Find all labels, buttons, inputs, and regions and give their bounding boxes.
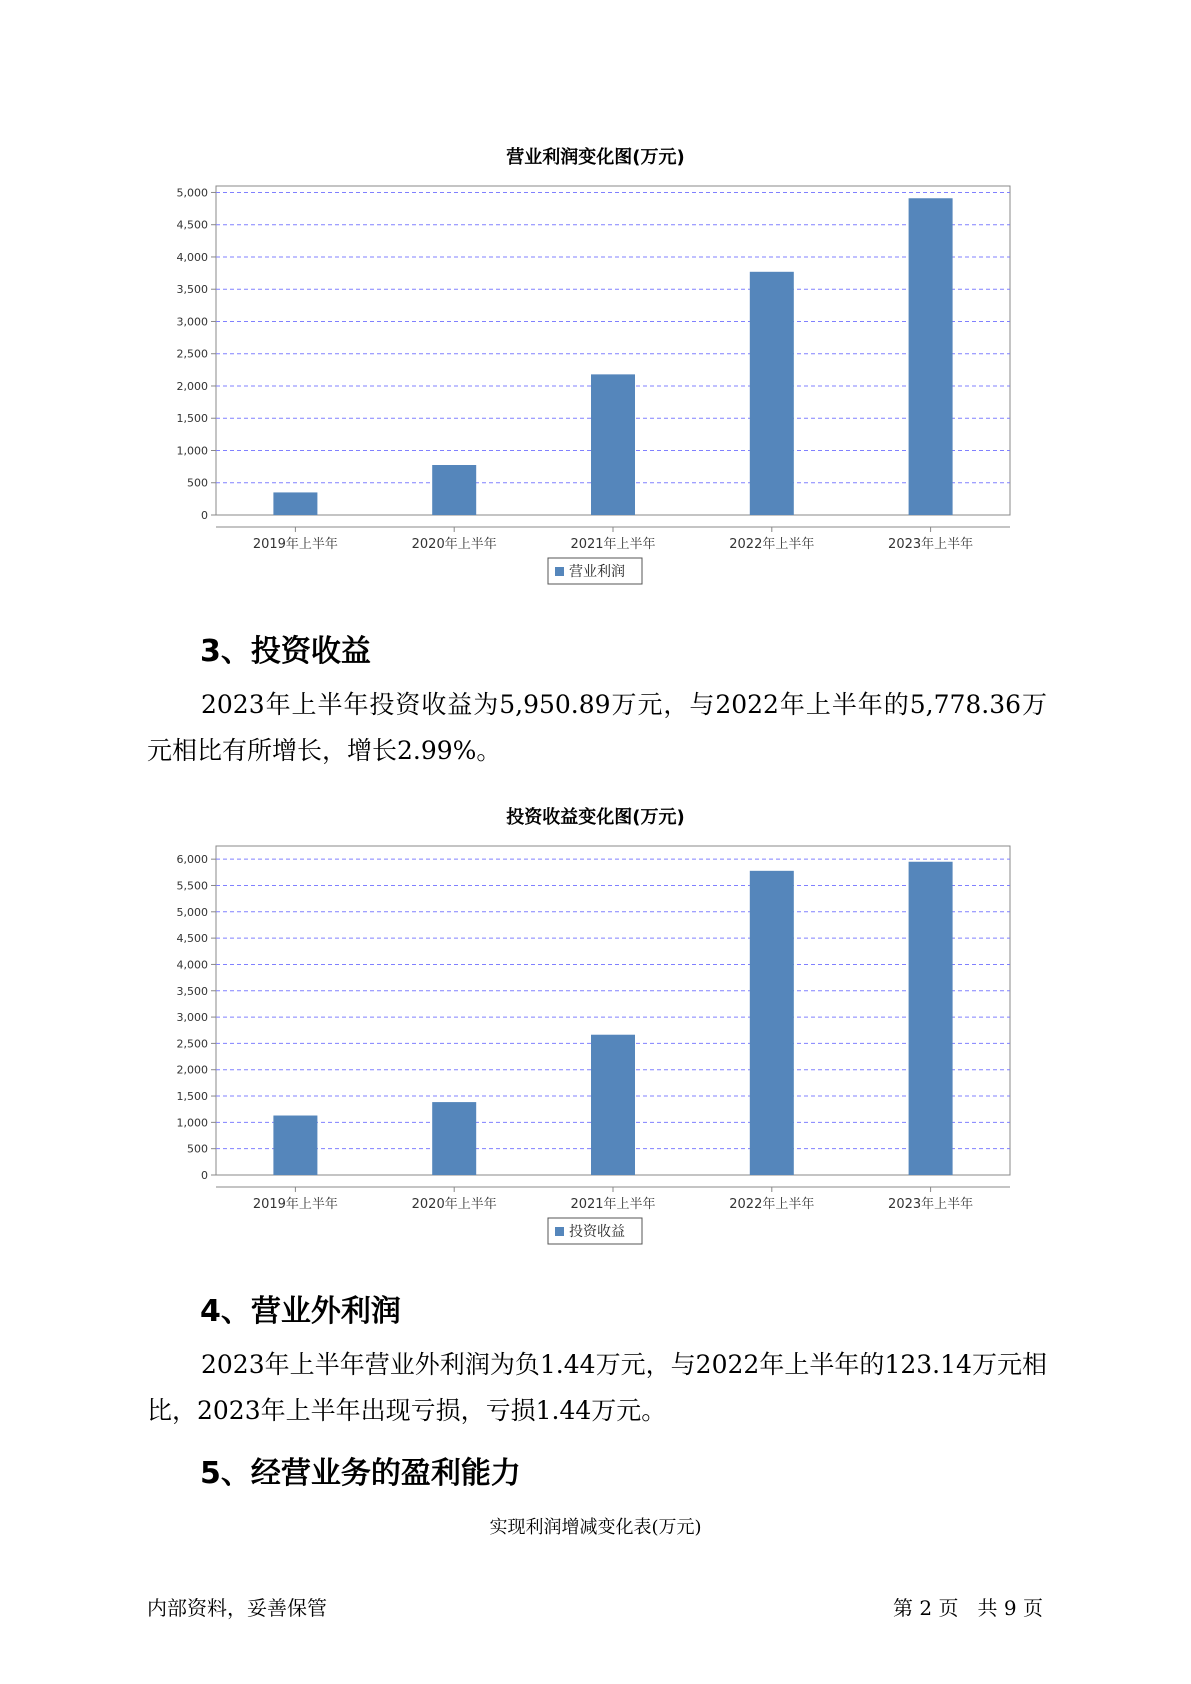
x-tick-label: 2020年上半年 [411,537,497,552]
y-tick-label: 5,000 [176,905,208,919]
x-tick-label: 2021年上半年 [570,537,656,552]
y-tick-label: 1,000 [176,444,208,458]
y-tick-label: 1,500 [176,412,208,426]
section4-paragraph: 2023年上半年营业外利润为负1.44万元，与2022年上半年的123.14万元相比，2023年上半年出现亏损，亏损1.44万元。 [147,1350,1047,1425]
section4-heading: 4、营业外利润 [200,1294,401,1329]
chart1-title: 营业利润变化图(万元) [506,147,685,168]
x-tick-label: 2022年上半年 [729,537,815,552]
section5-heading: 5、经营业务的盈利能力 [200,1456,521,1491]
legend-label: 投资收益 [569,1224,625,1240]
y-tick-label: 1,500 [176,1090,208,1104]
y-tick-label: 2,500 [176,1037,208,1051]
y-tick-label: 0 [201,509,208,522]
x-tick-label: 2019年上半年 [252,1197,338,1212]
investment-income-chart [0,825,1191,1255]
y-tick-label: 6,000 [176,853,208,867]
y-tick-label: 4,000 [176,250,208,264]
x-tick-label: 2023年上半年 [888,537,974,552]
y-tick-label: 5,500 [176,879,208,893]
operating-profit-chart [0,165,1191,595]
legend-swatch [555,567,564,576]
footer-page-number: 第 2 页 共 9 页 [893,1596,1043,1620]
y-tick-label: 2,500 [176,347,208,361]
y-tick-label: 0 [201,1169,208,1182]
x-tick-label: 2021年上半年 [570,1197,656,1212]
y-tick-label: 3,500 [176,984,208,998]
section3-paragraph: 2023年上半年投资收益为5,950.89万元，与2022年上半年的5,778.36万元相比有所增长，增长2.99%。 [147,690,1047,765]
y-tick-label: 500 [187,476,208,490]
bar [432,465,476,515]
y-tick-label: 5,000 [176,186,208,200]
y-tick-label: 500 [187,1142,208,1156]
bar [750,871,794,1175]
bar [273,492,317,515]
y-tick-label: 2,000 [176,1063,208,1077]
bar [432,1102,476,1175]
y-tick-label: 3,500 [176,283,208,297]
table-caption: 实现利润增减变化表(万元) [489,1517,702,1538]
y-tick-label: 3,000 [176,315,208,329]
bar [909,198,953,515]
bar [273,1116,317,1175]
x-tick-label: 2020年上半年 [411,1197,497,1212]
bar [750,272,794,515]
bar [591,374,635,515]
bar [591,1035,635,1175]
y-tick-label: 4,500 [176,218,208,232]
y-tick-label: 4,500 [176,932,208,946]
y-tick-label: 4,000 [176,958,208,972]
bar [909,862,953,1175]
legend-label: 营业利润 [569,564,625,580]
y-tick-label: 3,000 [176,1011,208,1025]
y-tick-label: 2,000 [176,379,208,393]
y-tick-label: 1,000 [176,1116,208,1130]
x-tick-label: 2023年上半年 [888,1197,974,1212]
x-tick-label: 2019年上半年 [252,537,338,552]
legend-swatch [555,1227,564,1236]
x-tick-label: 2022年上半年 [729,1197,815,1212]
section3-heading: 3、投资收益 [200,634,371,669]
chart2-title: 投资收益变化图(万元) [506,807,685,828]
footer-left: 内部资料，妥善保管 [147,1596,327,1620]
